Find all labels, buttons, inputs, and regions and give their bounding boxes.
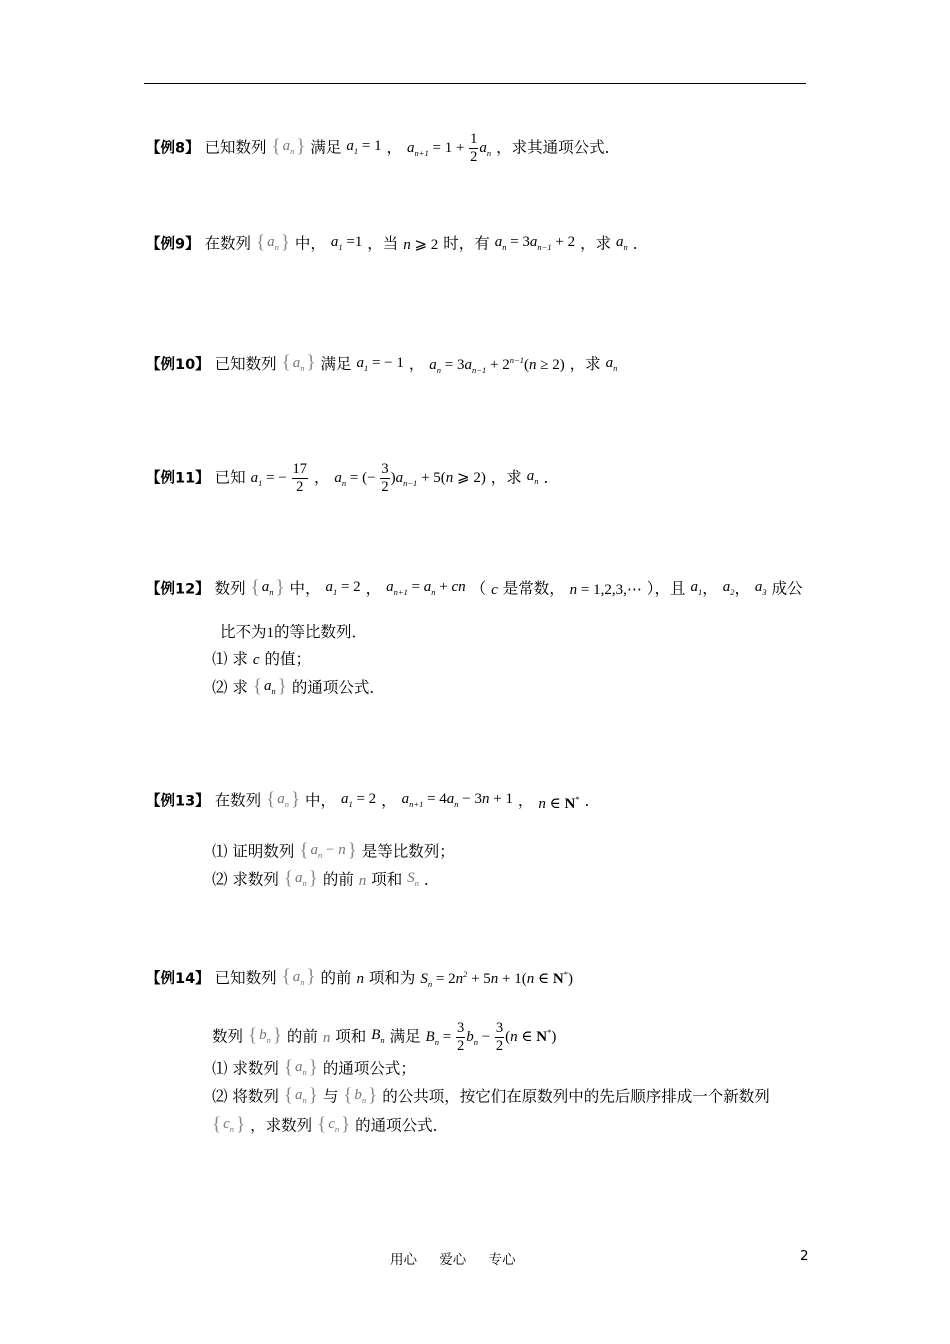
math-sequence-an: { $a_n$ } — [284, 1085, 318, 1110]
example-9: 【例9】 在数列 { $a_n$ } 中， $a_1 =1$ ，当 n ⩾ 2 时，有 $a_n = 3a_{n-1} + 2$ ，求 $a_n$ ． — [146, 232, 648, 257]
example-tag: 【例14】 — [146, 971, 210, 987]
math-c: c — [252, 652, 260, 668]
math-an: $a_n$ — [616, 234, 628, 252]
math-sequence-an: { $a_n$ } — [253, 676, 287, 701]
page-footer: 用心 爱心 专心 — [390, 1252, 516, 1268]
example-13-question-1: ⑴ 证明数列 { $a_n - n$ } 是等比数列； — [212, 840, 455, 865]
math-sequence-an: { $a_n$ } — [282, 353, 316, 378]
example-13-question-2: ⑵ 求数列 { $a_n$ } 的前 n 项和 $S_n$ ． — [212, 868, 439, 893]
example-14-question-1: ⑴ 求数列 { $a_n$ } 的通项公式； — [212, 1057, 416, 1082]
math-a1-eq-neg1: $a_1$ = − 1 — [356, 354, 404, 373]
math-one: 1 — [266, 625, 275, 641]
math-sequence-an: { $a_n$ } — [256, 232, 290, 257]
page-number: 2 — [800, 1248, 809, 1264]
math-sequence-bn: { $b_n$ } — [248, 1025, 282, 1050]
math-n-geq-2: n ⩾ 2 — [403, 236, 439, 253]
math-n-values: n = 1,2,3,⋯ — [569, 581, 642, 598]
math-recurrence: $a_n = 3a_{n-1} + 2$ — [494, 234, 576, 252]
math-Bn: $B_n$ — [371, 1027, 385, 1045]
math-sequence-cn: { $c_n$ } — [317, 1114, 350, 1139]
example-tag: 【例10】 — [146, 357, 210, 373]
math-n: n — [356, 971, 364, 987]
math-recurrence: $a_{n+1} = 4a_n - 3n + 1$ — [401, 791, 513, 809]
math-a1-eq-1: $a_1 = 1$ — [346, 138, 382, 156]
header-rule — [144, 83, 806, 84]
math-a2: $a_2$ — [722, 579, 735, 597]
math-sequence-an: { $a_n$ } — [266, 789, 300, 814]
example-14-question-2-cont: { $c_n$ } ，求数列 { $c_n$ } 的通项公式． — [212, 1114, 448, 1139]
math-a1: $a_1$ — [690, 579, 703, 597]
math-sequence-an-minus-n: { $a_n - n$ } — [299, 840, 356, 865]
math-recurrence: $a_n$ = (− $\frac{3}{2}$ )$a_{n-1} + 5(n$ ⩾ 2) — [334, 461, 486, 495]
math-sequence-bn: { $b_n$ } — [343, 1085, 377, 1110]
math-recurrence: $a_n = 3a_{n-1} + 2^{n-1}(n \ge 2)$ — [429, 355, 565, 375]
math-n: n — [322, 1029, 331, 1046]
example-tag: 【例8】 — [146, 140, 200, 157]
math-a1-value: $a_1$ = − $\frac{17}{2}$ — [250, 461, 307, 495]
example-12-question-2: ⑵ 求 { $a_n$ } 的通项公式． — [212, 676, 385, 701]
example-12: 【例12】 数列 { $a_n$ } 中， $a_1 = 2$ ， $a_{n+1} = a_n$ + cn （ c 是常数， n = 1,2,3,⋯ ），且 $a_1$， $a_2$， $a_3$ 成公 — [146, 577, 803, 602]
example-14: 【例14】 已知数列 { $a_n$ } 的前 n 项和为 $S_n = 2n^2 + 5n + 1(n$ ∈ N*) — [146, 964, 573, 994]
math-n-in-N: n ∈ N* — [538, 794, 580, 812]
math-recurrence: $a_{n+1} = 1$ + $\frac{1}{2}$ $a_n$ — [406, 131, 492, 165]
math-a1-eq-2: $a_1 = 2$ — [325, 579, 361, 597]
math-Sn-formula: $S_n = 2n^2 + 5n + 1(n$ ∈ N*) — [420, 969, 573, 989]
example-14-question-2: ⑵ 将数列 { $a_n$ } 与 { $b_n$ } 的公共项，按它们在原数列中的先后顺序排成一个新数列 — [212, 1085, 770, 1110]
math-sequence-an: { $a_n$ } — [251, 577, 285, 602]
example-tag: 【例9】 — [146, 236, 200, 253]
example-10: 【例10】 已知数列 { $a_n$ } 满足 $a_1$ = − 1 ， $a_n = 3a_{n-1} + 2^{n-1}(n \ge 2)$ ，求 $a_n$ — [146, 350, 617, 380]
math-Sn: $S_n$ — [407, 870, 419, 888]
example-tag: 【例11】 — [146, 470, 210, 487]
example-12-question-1: ⑴ 求 c 的值； — [212, 650, 311, 668]
example-tag: 【例13】 — [146, 793, 210, 810]
example-13: 【例13】 在数列 { $a_n$ } 中， $a_1 = 2$ ， $a_{n+1} = 4a_n - 3n + 1$ ， n ∈ N* ． — [146, 789, 600, 814]
math-a3: $a_3$ — [754, 579, 767, 597]
math-a1-eq-2: $a_1 = 2$ — [340, 791, 377, 809]
example-8: 【例8】 已知数列 { $a_n$ } 满足 $a_1 = 1$ ， $a_{n+1} = 1$ + $\frac{1}{2}$ $a_n$ ，求其通项公式． — [146, 131, 620, 166]
example-11: 【例11】 已知 $a_1$ = − $\frac{17}{2}$ ， $a_n$ = (− $\frac{3}{2}$ )$a_{n-1} + 5(n$ ⩾ 2) ，求 $a_n$ ． — [146, 461, 559, 495]
math-recurrence: $a_{n+1} = a_n$ + cn — [386, 579, 466, 597]
example-tag: 【例12】 — [146, 581, 210, 598]
example-14-line-2: 数列 { $b_n$ } 的前 n 项和 $B_n$ 满足 $B_n$ = $\frac{3}{2}$ $b_n$ − $\frac{3}{2}$ (n ∈ N*) — [212, 1020, 556, 1055]
math-an: $a_n$ — [605, 354, 618, 373]
example-12-line-2: 比不为1的等比数列． — [220, 623, 368, 641]
math-an: $a_n$ — [526, 468, 539, 486]
math-sequence-an: { $a_n$ } — [271, 136, 305, 161]
math-sequence-an: { $a_n$ } — [284, 1057, 318, 1082]
math-sequence-an: { $a_n$ } — [284, 868, 318, 893]
math-Bn-formula: $B_n$ = $\frac{3}{2}$ $b_n$ − $\frac{3}{2}$ (n ∈ N*) — [425, 1020, 557, 1054]
math-sequence-cn: { $c_n$ } — [212, 1114, 245, 1139]
math-a1-eq-1: $a_1 =1$ — [330, 234, 363, 252]
math-sequence-an: { $a_n$ } — [282, 967, 316, 992]
math-c: c — [491, 581, 498, 598]
math-n: n — [358, 872, 367, 889]
